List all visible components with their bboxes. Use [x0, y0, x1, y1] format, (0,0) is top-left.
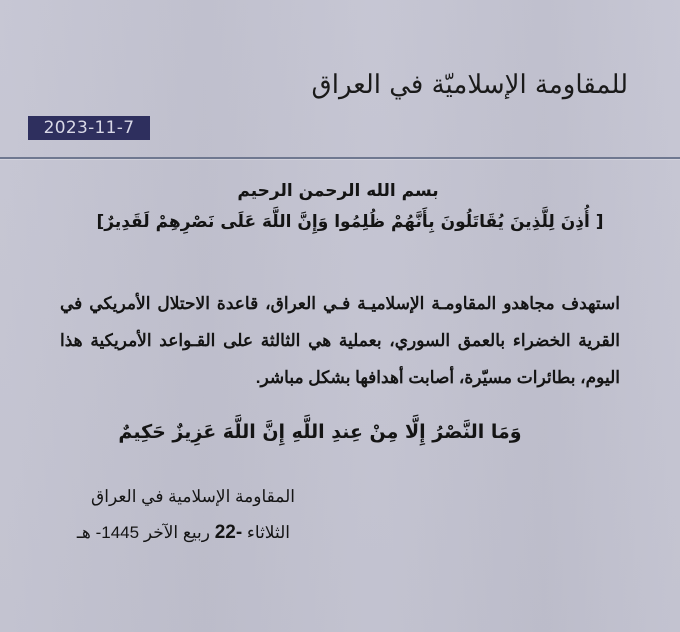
hijri-day-name: الثلاثاء: [246, 523, 290, 542]
hijri-month-year: ربيع الآخر 1445- هـ: [76, 523, 210, 542]
closing-quran-verse: وَمَا النَّصْرُ إِلَّا مِنْ عِندِ اللَّهِ إِنَّ اللَّهَ عَزِيزٌ حَكِيمٌ: [118, 421, 522, 443]
hijri-day-number: -22: [214, 522, 243, 543]
opening-quran-verse: [ أُذِنَ لِلَّذِينَ يُقَاتَلُونَ بِأَنَّهُمْ ظُلِمُوا وَإِنَّ اللَّهَ عَلَى نَصْرِهِمْ لَقَدِيرٌ]: [96, 212, 604, 232]
date-badge: 2023-11-7: [28, 116, 150, 140]
signature-hijri-date: [30, 521, 290, 545]
basmala-heading: بسم الله الرحمن الرحيم: [237, 181, 439, 201]
signature-organization: المقاومة الإسلامية في العراق: [91, 487, 295, 506]
organization-logo-calligraphy: للمقاومة الإسلاميّة في العراق: [311, 70, 628, 100]
statement-body-paragraph: استهدف مجاهدو المقاومـة الإسلاميـة فـي العراق، قاعدة الاحتلال الأمريكي في القرية الخضراء بالعمق السوري، بعملية هي الثالثة على القـواعد الأمريكية هذا اليوم، بطائرات مسيّرة، أصابت أهدافها بشكل مباشر.: [60, 294, 620, 387]
